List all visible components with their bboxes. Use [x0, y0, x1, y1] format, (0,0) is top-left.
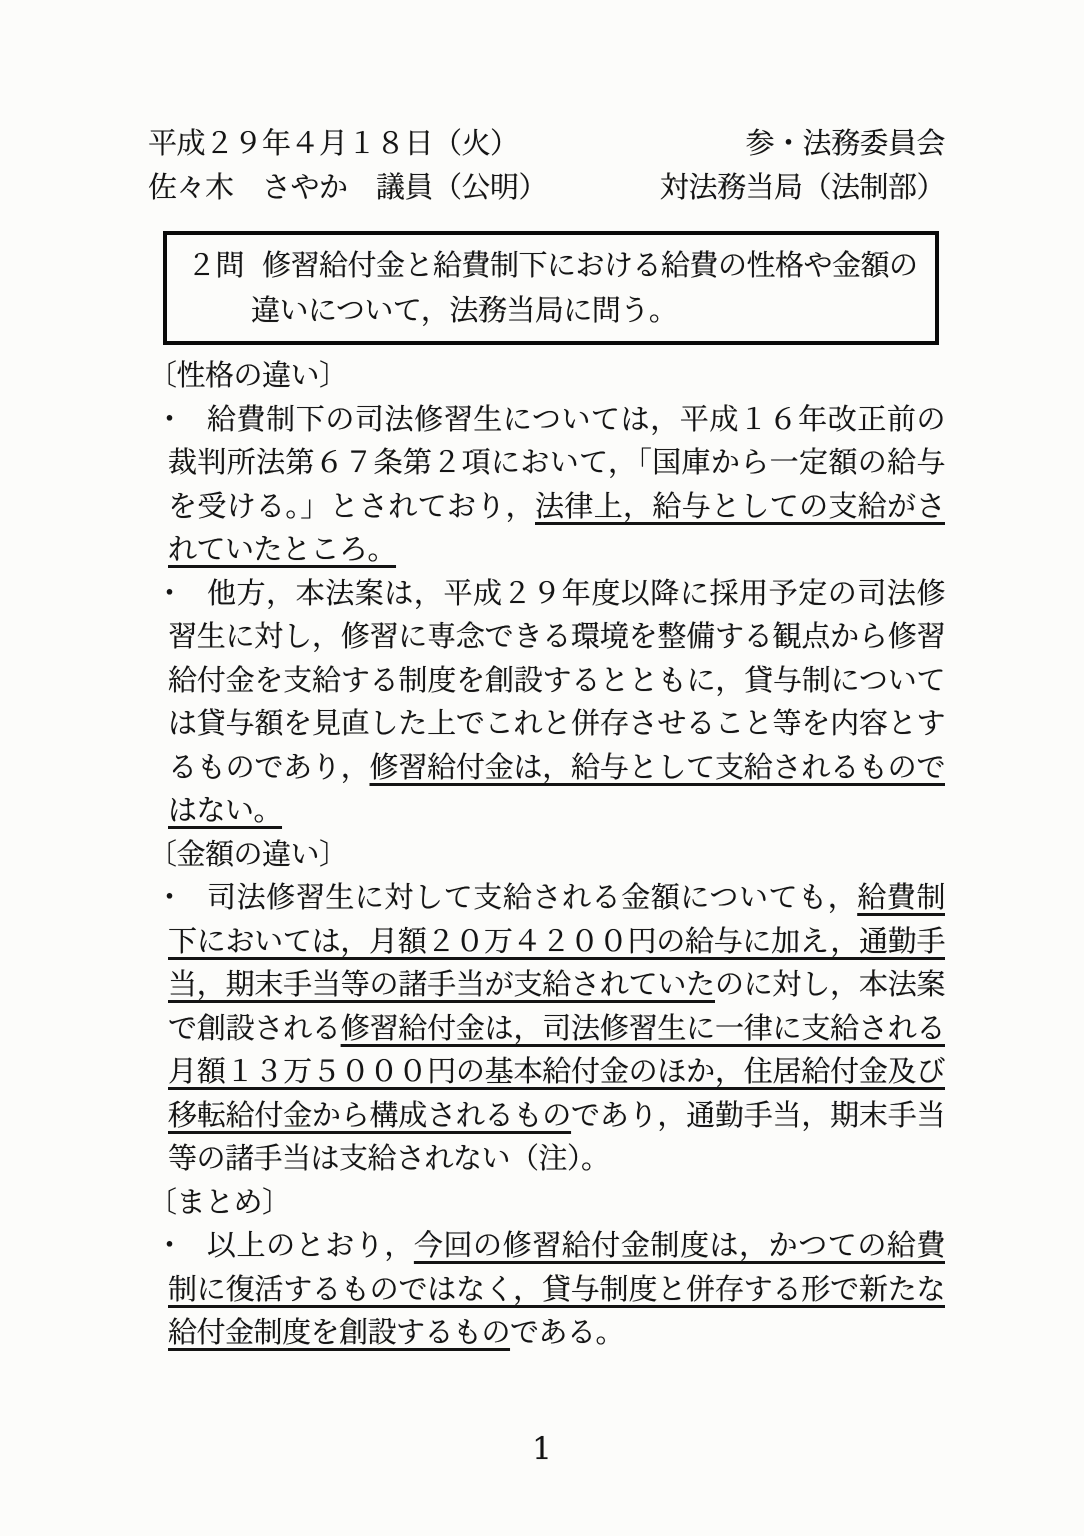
plain-text: のに対し，本法案で創設される	[168, 967, 945, 1045]
header-committee: 参・法務委員会	[745, 126, 945, 160]
plain-text: 他方，本法案は，平成２９年度以降に採用予定の司法修習生に対し，修習に専念できる環境を整備する観点から修習給付金を支給する制度を創設するとともに，貸与制については貸与額を見直した上でこれと併存させること等を内容とするものであり，	[168, 575, 945, 784]
header-member: 佐々木 さやか 議員（公明）	[148, 169, 548, 204]
question-text	[187, 243, 919, 333]
plain-text: 司法修習生に対して支給される金額についても，	[207, 880, 858, 914]
bullet-text	[168, 880, 945, 1175]
underlined-text: 今回の修習給付金制度は，かつての給費制に復活するものではなく，貸与制度と併存する形で新たな給付金制度を創設するもの	[168, 1228, 945, 1349]
section-heading-character: 〔性格の違い〕	[148, 358, 348, 392]
underlined-text: 法律上，給与としての支給がされていたところ。	[168, 488, 945, 566]
bullet-marker: ・	[155, 575, 184, 610]
bullet-text	[168, 402, 945, 567]
bullet-text	[168, 576, 945, 828]
underlined-text: 修習給付金は，給与として支給されるものではない。	[168, 749, 945, 827]
header-date: 平成２９年４月１８日（火）	[148, 126, 519, 160]
bullet-item	[155, 876, 945, 1181]
plain-text: 給費制下の司法修習生については，平成１６年改正前の裁判所法第６７条第２項において，「国庫から一定額の給与を受ける。」とされており，	[168, 401, 945, 523]
bullet-item	[155, 572, 945, 833]
bullet-text	[168, 1228, 945, 1349]
page-number: 1	[532, 1431, 552, 1467]
header-row-1	[148, 122, 945, 166]
plain-text: 以上のとおり，	[207, 1228, 414, 1262]
bullet-marker: ・	[155, 401, 184, 436]
section-character-difference	[148, 354, 945, 833]
document-header	[148, 122, 945, 209]
section-heading-amount: 〔金額の違い〕	[148, 836, 348, 871]
section-heading-summary: 〔まとめ〕	[148, 1184, 291, 1219]
bullet-marker: ・	[155, 1228, 184, 1262]
bullet-item	[155, 398, 945, 572]
underlined-text: 給費制下においては，月額２０万４２００円の給与に加え，通勤手当，期末手当等の諸手当が支給されていた	[168, 880, 945, 1001]
question-number: ２問	[187, 248, 245, 282]
header-row-2	[148, 166, 945, 210]
underlined-text: 修習給付金は，司法修習生に一律に支給される月額１３万５０００円の基本給付金のほか，住居給付金及び移転給付金から構成されるもの	[168, 1010, 945, 1132]
plain-text: であり，通勤手当，期末手当等の諸手当は支給されない（注）。	[168, 1097, 945, 1175]
plain-text: である。	[510, 1315, 625, 1349]
bullet-item	[155, 1224, 945, 1355]
section-amount-difference	[148, 833, 945, 1181]
section-summary	[148, 1181, 945, 1355]
header-respondent: 対法務当局（法制部）	[659, 169, 945, 204]
bullet-marker: ・	[155, 880, 184, 914]
question-box	[163, 231, 939, 345]
question-body: 修習給付金と給費制下における給費の性格や金額の違いについて，法務当局に問う。	[251, 248, 918, 327]
